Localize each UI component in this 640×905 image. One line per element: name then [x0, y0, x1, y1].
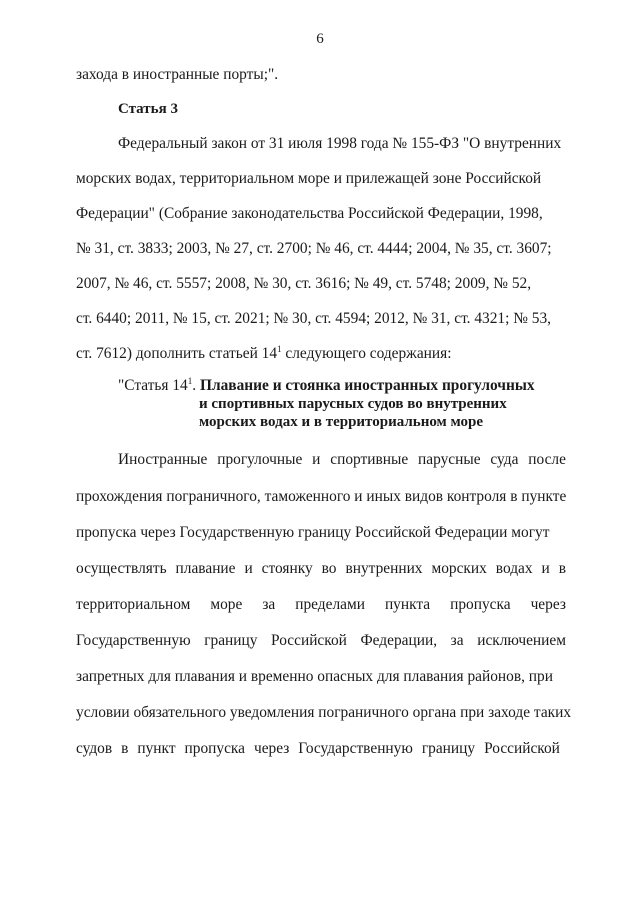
word: после	[528, 451, 566, 468]
body-line: прохождения пограничного, таможенного и иных видов контроля в пункте	[76, 488, 567, 505]
article-body-line: ст. 6440; 2011, № 15, ст. 2021; № 30, ст. 4594; 2012, № 31, ст. 4321; № 53,	[76, 310, 552, 327]
word: пункта	[384, 596, 431, 613]
intro-line: захода в иностранные порты;".	[76, 66, 279, 83]
word: за	[262, 596, 276, 613]
article-body-line: 2007, № 46, ст. 5557; 2008, № 30, ст. 3616; № 49, ст. 5748; 2009, № 52,	[76, 275, 532, 292]
word: спортивные	[330, 451, 409, 468]
word: море	[210, 596, 243, 613]
body-line	[76, 596, 566, 614]
word: Государственную	[76, 632, 191, 649]
word: территориальном	[76, 596, 191, 613]
body-line: запретных для плавания и временно опасных для плавания районов, при	[76, 668, 553, 685]
article-body-last-line	[76, 345, 451, 363]
new-article-title-line: Плавание и стоянка иностранных прогулочных	[199, 377, 535, 394]
word: и	[244, 560, 253, 577]
word: через	[253, 740, 290, 757]
word: внутренних	[345, 560, 423, 577]
word: границу	[421, 740, 476, 757]
superscript: 1	[187, 375, 193, 386]
word: пункт	[137, 740, 176, 757]
word: Иностранные	[118, 451, 208, 468]
new-article-title-line: и спортивных парусных судов во внутренних	[199, 396, 507, 412]
new-article-prefix: "Статья 14	[118, 377, 188, 394]
word: в	[121, 740, 129, 757]
word: Федерации,	[360, 632, 438, 649]
text-fragment: ст. 7612) дополнить статьей 14	[76, 345, 278, 362]
text-fragment: следующего содержания:	[281, 345, 452, 362]
word: за	[450, 632, 464, 649]
word: и	[541, 560, 550, 577]
word: Российской	[484, 740, 560, 757]
body-line	[76, 740, 560, 758]
word: стоянку	[261, 560, 313, 577]
new-article-heading	[118, 375, 535, 430]
word: и	[312, 451, 321, 468]
word: суда	[490, 451, 519, 468]
word: пределами	[295, 596, 365, 613]
new-article-title-line: морских водах и в территориальном море	[199, 414, 484, 430]
body-line: пропуска через Государственную границу Российской Федерации могут	[76, 524, 550, 541]
article-body-line: № 31, ст. 3833; 2003, № 27, ст. 2700; № 46, ст. 4444; 2004, № 35, ст. 3607;	[76, 240, 552, 257]
word: Государственную	[298, 740, 413, 757]
new-article-dot: .	[192, 377, 197, 394]
word: морских	[431, 560, 487, 577]
word: исключением	[477, 632, 566, 649]
word: через	[530, 596, 566, 613]
word: в	[558, 560, 566, 577]
body-line: условии обязательного уведомления пограничного органа при заходе таких	[76, 704, 572, 721]
word: пропуска	[184, 740, 245, 757]
body-line	[76, 632, 566, 650]
word: судов	[76, 740, 113, 757]
word: осуществлять	[76, 560, 167, 577]
page-number: 6	[316, 31, 324, 47]
word: Российской	[271, 632, 347, 649]
word: пропуска	[450, 596, 511, 613]
new-article-heading-line	[118, 377, 535, 395]
body-line	[118, 451, 566, 469]
superscript: 1	[277, 343, 282, 354]
word: плавание	[175, 560, 236, 577]
word: прогулочные	[217, 451, 303, 468]
article-body-line: Федерации" (Собрание законодательства Российской Федерации, 1998,	[76, 205, 543, 222]
article-body-line: морских водах, территориальном море и прилежащей зоне Российской	[76, 170, 542, 187]
word: границу	[204, 632, 258, 649]
article-title: Статья 3	[118, 101, 178, 117]
word: во	[321, 560, 337, 577]
body-line	[76, 560, 566, 578]
article-body-line: Федеральный закон от 31 июля 1998 года № 155-ФЗ "О внутренних	[118, 135, 562, 152]
word: парусные	[418, 451, 481, 468]
word: водах	[495, 560, 533, 577]
